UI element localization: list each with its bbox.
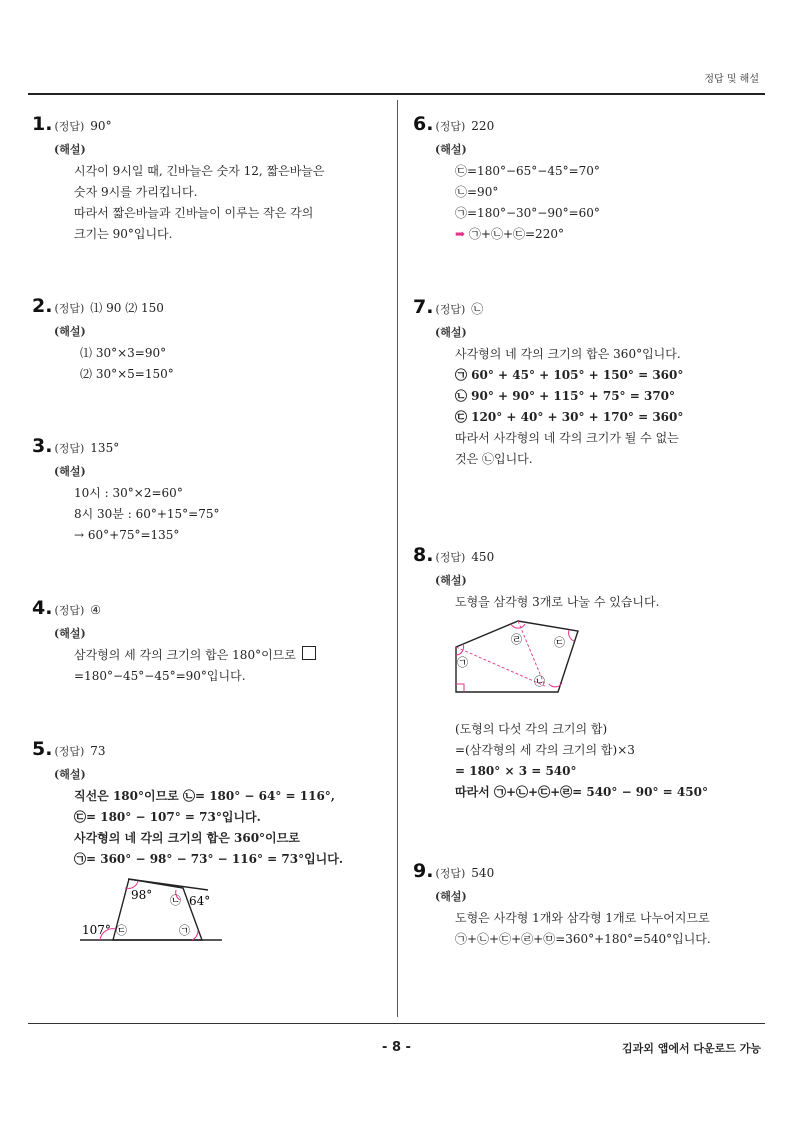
angle-label: 64°	[189, 894, 211, 908]
problem-number: 1.	[32, 113, 53, 135]
explanation-line: ㉡ 90° + 90° + 115° + 75° = 370°	[455, 389, 676, 403]
explanation-label: (해설)	[435, 326, 467, 339]
answer-value: 540	[471, 866, 495, 880]
explanation-line: 8시 30분 : 60°+15°=75°	[74, 507, 220, 521]
explanation-line: 10시 : 30°×2=60°	[74, 486, 183, 500]
explanation-line: =180°−45°−45°=90°입니다.	[74, 669, 246, 683]
explanation-line: (도형의 다섯 각의 크기의 합)	[455, 722, 608, 736]
answer-label: (정답)	[435, 551, 466, 564]
problem-number: 4.	[32, 597, 53, 619]
explanation-line: 따라서 ㉠+㉡+㉢+㉣= 540° − 90° = 450°	[455, 785, 708, 799]
problem-number: 6.	[413, 113, 434, 135]
angle-symbol: ㉠	[457, 656, 468, 669]
explanation-line: ㉠=180°−30°−90°=60°	[455, 206, 600, 220]
problem-number: 3.	[32, 435, 53, 457]
header-title: 정답 및 해설	[704, 74, 759, 85]
answer-value: 73	[90, 744, 106, 758]
answer-value: 135°	[90, 441, 120, 455]
explanation-line: 따라서 사각형의 네 각의 크기가 될 수 없는	[455, 431, 679, 445]
explanation-line: 따라서 짧은바늘과 긴바늘이 이루는 작은 각의	[74, 206, 314, 220]
answer-label: (정답)	[54, 120, 85, 133]
problem-number: 9.	[413, 860, 434, 882]
problem-number: 5.	[32, 738, 53, 760]
problem-7	[413, 296, 743, 470]
explanation-line: 도형을 삼각형 3개로 나눌 수 있습니다.	[455, 595, 660, 609]
problem-2	[32, 295, 362, 385]
explanation-line: ㉠+㉡+㉢=220°	[468, 227, 564, 241]
explanation-line: ㉠+㉡+㉢+㉣+㉤=360°+180°=540°입니다.	[455, 932, 711, 946]
answer-label: (정답)	[435, 867, 466, 880]
explanation-label: (해설)	[54, 325, 86, 338]
explanation-label: (해설)	[435, 143, 467, 156]
angle-symbol: ㉢	[116, 924, 127, 937]
explanation-label: (해설)	[435, 890, 467, 903]
explanation-line: ㉢ 120° + 40° + 30° + 170° = 360°	[455, 410, 684, 424]
explanation-line: ㉢= 180° − 107° = 73°입니다.	[74, 810, 261, 824]
explanation-line: 사각형의 네 각의 크기의 합은 360°이므로	[74, 831, 300, 845]
problem-9	[413, 860, 743, 950]
answer-value: ⑴ 90 ⑵ 150	[90, 301, 164, 315]
answer-label: (정답)	[54, 442, 85, 455]
answer-value: 220	[471, 119, 495, 133]
problem-4	[32, 597, 362, 687]
problem-6	[413, 113, 743, 245]
page-number: - 8 -	[382, 1040, 411, 1055]
explanation-line: =(삼각형의 세 각의 크기의 합)×3	[455, 743, 635, 757]
angle-symbol: ㉠	[179, 924, 190, 937]
answer-value: ④	[90, 603, 102, 617]
explanation-line: 직선은 180°이므로 ㉡= 180° − 64° = 116°,	[74, 789, 335, 803]
empty-box-icon	[302, 646, 316, 660]
angle-symbol: ㉡	[170, 894, 181, 907]
pentagon-figure	[450, 615, 586, 697]
explanation-line: 삼각형의 세 각의 크기의 합은 180°이므로	[74, 648, 296, 662]
explanation-line: = 180° × 3 = 540°	[455, 764, 577, 778]
quadrilateral-figure	[76, 876, 226, 948]
answer-label: (정답)	[54, 302, 85, 315]
arrow-icon: ➡	[455, 227, 466, 241]
explanation-line: ⑴ 30°×3=90°	[80, 346, 167, 360]
explanation-line: 숫자 9시를 가리킵니다.	[74, 185, 198, 199]
explanation-label: (해설)	[435, 574, 467, 587]
answer-value: 450	[471, 550, 495, 564]
problem-5	[32, 738, 362, 870]
column-divider	[397, 100, 398, 1017]
problem-3	[32, 435, 362, 546]
explanation-line: ㉠ 60° + 45° + 105° + 150° = 360°	[455, 368, 684, 382]
footer-note: 김과외 앱에서 다운로드 가능	[622, 1042, 761, 1055]
explanation-label: (해설)	[54, 143, 86, 156]
explanation-label: (해설)	[54, 627, 86, 640]
explanation-line: 크기는 90°입니다.	[74, 227, 173, 241]
angle-symbol: ㉢	[554, 636, 565, 649]
answer-value: ㉡	[471, 302, 484, 316]
answer-label: (정답)	[54, 604, 85, 617]
explanation-line: ⑵ 30°×5=150°	[80, 367, 174, 381]
answer-label: (정답)	[54, 745, 85, 758]
explanation-line: 시각이 9시일 때, 긴바늘은 숫자 12, 짧은바늘은	[74, 164, 325, 178]
problem-number: 2.	[32, 295, 53, 317]
answer-label: (정답)	[435, 303, 466, 316]
explanation-line: ㉠= 360° − 98° − 73° − 116° = 73°입니다.	[74, 852, 344, 866]
angle-label: 98°	[131, 888, 153, 902]
top-divider	[28, 93, 765, 95]
problem-number: 8.	[413, 544, 434, 566]
problem-1	[32, 113, 362, 245]
explanation-label: (해설)	[54, 768, 86, 781]
explanation-label: (해설)	[54, 465, 86, 478]
angle-label: 107°	[82, 923, 111, 937]
problem-number: 7.	[413, 296, 434, 318]
angle-symbol: ㉣	[511, 633, 522, 646]
explanation-line: 사각형의 네 각의 크기의 합은 360°입니다.	[455, 347, 681, 361]
bottom-divider	[28, 1023, 765, 1024]
explanation-line: 도형은 사각형 1개와 삼각형 1개로 나누어지므로	[455, 911, 710, 925]
explanation-line: ㉡=90°	[455, 185, 499, 199]
answer-label: (정답)	[435, 120, 466, 133]
explanation-line: 것은 ㉡입니다.	[455, 452, 533, 466]
explanation-line: → 60°+75°=135°	[74, 528, 180, 542]
answer-value: 90°	[90, 119, 112, 133]
angle-symbol: ㉡	[534, 675, 545, 688]
explanation-line: ㉢=180°−65°−45°=70°	[455, 164, 600, 178]
